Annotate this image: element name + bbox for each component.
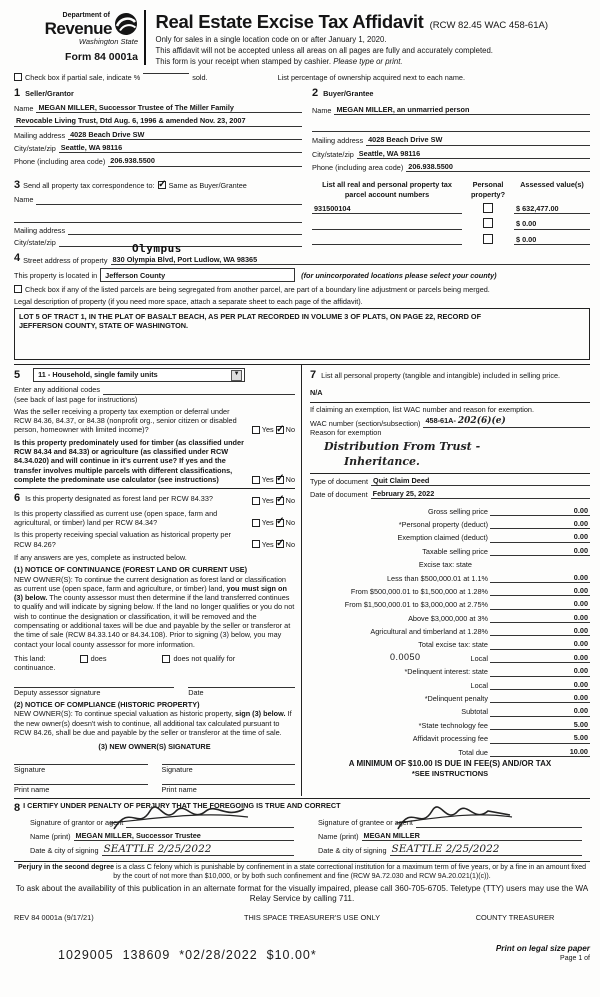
personal-property-checkbox-1[interactable] — [483, 203, 493, 213]
form-title-rcw-ref: (RCW 82.45 WAC 458-61A) — [429, 20, 548, 31]
parcel-number-field-2[interactable] — [312, 221, 462, 230]
reason-exemption-line2[interactable]: Inheritance. — [344, 454, 420, 468]
grantee-date-city-label: Date & city of signing — [318, 846, 387, 856]
assessed-value-field-2[interactable]: $ 0.00 — [514, 219, 590, 229]
accessibility-notice: To ask about the availability of this publication in an alternate format for the visually impaired, please call 360-705-6705. Teletype (TTY) users may use the WA Relay Service by calling 711. — [15, 883, 589, 904]
local-rate-value: 0.0050 — [390, 651, 421, 662]
fin-row-total-due — [310, 744, 590, 757]
partial-sale-percent-field[interactable] — [143, 73, 189, 74]
left-column — [14, 365, 302, 796]
notice-continuance-post: The county assessor must then determine if the land transferred continues to qualify and will indicate by signing below. If the land no longer qualifies or you do not wish to continue the designation or classification, it will be removed and the compensating or additional taxes will be due and payable by the seller or transferor at the time of sale (RCW 84.33.140 or 84.34.108). Prior to signing (3) below, you may contact your local county assessor for more information. — [14, 593, 295, 649]
fin-value[interactable]: 0.00 — [550, 680, 590, 690]
continuance-label: continuance. — [14, 663, 56, 673]
grantor-name-field[interactable]: MEGAN MILLER, Successor Trustee — [74, 831, 294, 841]
exemption-yes-label: Yes — [261, 425, 274, 435]
notice-continuance-title: (1) NOTICE OF CONTINUANCE (FOREST LAND OR CURRENT USE) — [14, 565, 248, 575]
fin-row-exemption — [310, 529, 590, 542]
grantee-signature-field[interactable] — [416, 819, 582, 828]
fin-label: Local — [470, 680, 488, 690]
codes-instructions-note: (see back of last page for instructions) — [14, 394, 138, 404]
seller-mailing-field[interactable]: 4028 Beach Drive SW — [68, 130, 302, 140]
fin-value[interactable]: 0.00 — [550, 599, 590, 609]
grantee-name-field[interactable]: MEGAN MILLER — [362, 831, 582, 841]
fin-label: *Delinquent interest: state — [404, 667, 488, 677]
seller-mailing-label: Mailing address — [14, 130, 66, 140]
grantee-date-city-field[interactable]: SEATTLE 2/25/2022 — [390, 844, 582, 856]
grantor-date-city-label: Date & city of signing — [30, 846, 99, 856]
correspondence-name-field[interactable] — [36, 196, 302, 205]
seller-phone-label: Phone (including area code) — [14, 157, 106, 167]
new-owner-signature-label-2: Signature — [161, 764, 193, 774]
financial-table — [310, 502, 590, 756]
additional-codes-label: Enter any additional codes — [14, 385, 100, 395]
fin-value[interactable]: 0.00 — [550, 653, 590, 663]
header-note-3 — [156, 57, 591, 67]
fin-value[interactable]: 5.00 — [550, 720, 590, 730]
fin-label: Gross selling price — [427, 506, 488, 516]
print-legal-size-note: Print on legal size paper — [495, 944, 590, 954]
assessed-value-field-1[interactable]: $ 632,477.00 — [514, 204, 590, 214]
agency-subtitle: Washington State — [78, 37, 138, 47]
segregated-parcels-checkbox[interactable] — [14, 285, 22, 293]
perjury-notice — [14, 861, 590, 882]
fin-value[interactable]: 0.00 — [550, 519, 590, 529]
exemption-no-label: No — [285, 425, 295, 435]
personal-property-checkbox-2[interactable] — [483, 218, 493, 228]
correspondence-city-label: City/state/zip — [14, 238, 56, 248]
parcel-table — [302, 180, 590, 247]
fin-heading-excise-state: Excise tax: state — [418, 560, 472, 570]
seller-name-label: Name — [14, 103, 34, 113]
correspondence-mailing-label: Mailing address — [14, 225, 66, 235]
current-use-yes-label: Yes — [261, 517, 274, 527]
section-1-number: 1 — [14, 86, 21, 99]
fin-label: *Personal property (deduct) — [398, 519, 488, 529]
section-1-seller — [14, 86, 302, 172]
section-8-number: 8 — [14, 802, 21, 815]
fin-value[interactable]: 0.00 — [550, 506, 590, 516]
partial-sale-sold-label: sold. — [192, 72, 208, 82]
fin-row-local — [310, 650, 590, 663]
if-yes-instruction: If any answers are yes, complete as instructed below. — [14, 552, 187, 562]
dropdown-arrow-icon[interactable]: ▼ — [231, 370, 242, 381]
timber-no-checkbox[interactable] — [276, 476, 284, 484]
historical-no-label: No — [285, 539, 295, 549]
county-select[interactable] — [100, 268, 295, 282]
header-note-1: Only for sales in a single location code on or after January 1, 2020. — [155, 34, 387, 44]
county-select-value: Jefferson County — [105, 270, 166, 280]
buyer-city-label: City/state/zip — [312, 149, 354, 159]
historical-property-question: Is this property receiving special valuation as historical property per RCW 84.26? — [14, 530, 231, 549]
fin-value[interactable]: 0.00 — [550, 532, 590, 542]
fin-row-gross — [310, 502, 590, 515]
current-use-yes-checkbox[interactable] — [252, 519, 260, 527]
fin-value[interactable]: 0.00 — [550, 586, 590, 596]
historical-yes-checkbox[interactable] — [252, 540, 260, 548]
notice-compliance-pre: NEW OWNER(S): To continue special valuation as historic property, — [14, 709, 234, 719]
certification-statement: I CERTIFY UNDER PENALTY OF PERJURY THAT THE FOREGOING IS TRUE AND CORRECT — [23, 801, 341, 811]
land-does-label: does — [90, 654, 107, 664]
fin-row-tier2 — [310, 583, 590, 596]
form-header — [14, 8, 590, 67]
reason-exemption-line1[interactable]: Distribution From Trust - — [324, 439, 481, 453]
minimum-due-note: A MINIMUM OF $10.00 IS DUE IN FEE(S) AND/OR TAX — [348, 758, 552, 768]
fin-row-total-excise — [310, 636, 590, 649]
this-land-label: This land: — [14, 654, 46, 664]
parcel-row-1 — [312, 203, 590, 214]
treasurer-use-only-label: THIS SPACE TREASURER'S USE ONLY — [243, 912, 381, 922]
fin-label: Exemption claimed (deduct) — [397, 533, 488, 543]
county-treasurer-label: COUNTY TREASURER — [475, 912, 555, 922]
fin-row-tier4 — [310, 610, 590, 623]
grantor-name-print-label: Name (print) — [30, 831, 71, 841]
fin-row-personal — [310, 516, 590, 529]
fin-value[interactable]: 10.00 — [550, 747, 590, 757]
parcel-col-header: List all real and personal property tax parcel account numbers — [322, 180, 452, 199]
right-column — [302, 365, 590, 796]
reason-exemption-label: Reason for exemption — [310, 428, 382, 438]
fin-label: From $1,500,000.01 to $3,000,000 at 2.75% — [344, 600, 488, 610]
exemption-yes-checkbox[interactable] — [252, 426, 260, 434]
page-number-note: Page 1 of — [560, 954, 590, 962]
personal-property-list-label: List all personal property (tangible and intangible) included in selling price. — [321, 371, 561, 381]
new-owner-signature-label-1: Signature — [14, 764, 46, 774]
exemption-no-checkbox[interactable] — [276, 426, 284, 434]
parcel-number-field[interactable]: 931500104 — [312, 204, 462, 214]
notice-compliance-bold: sign (3) below. — [235, 709, 286, 719]
grantor-date-city-field[interactable]: SEATTLE 2/25/2022 — [102, 844, 294, 856]
forest-no-checkbox[interactable] — [276, 497, 284, 505]
partial-sale-checkbox[interactable] — [14, 73, 22, 81]
fin-row-tier3 — [310, 596, 590, 609]
grantor-signature-label: Signature of grantor or agent — [30, 818, 124, 828]
section-8-certification — [14, 798, 590, 857]
notice-continuance-pre: NEW OWNER(S): To continue the current designation as forest land or classification as current use (open space, farm and agriculture, or timber) land, — [14, 574, 286, 593]
buyer-name-field[interactable]: MEGAN MILLER, an unmarried person — [334, 105, 590, 115]
street-address-overlay-correction: Olympus — [132, 242, 182, 256]
personal-property-col-header: Personal property? — [470, 180, 506, 199]
fin-value[interactable]: 0.00 — [550, 626, 590, 636]
notice-continuance-body — [14, 575, 295, 650]
notice-compliance-title: (2) NOTICE OF COMPLIANCE (HISTORIC PROPERTY) — [14, 700, 200, 710]
current-use-no-label: No — [285, 517, 295, 527]
section-3-number: 3 — [14, 179, 21, 192]
fin-label: From $500,000.01 to $1,500,000 at 1.28% — [350, 586, 488, 596]
fin-row-taxable — [310, 543, 590, 556]
land-does-not-checkbox[interactable] — [162, 655, 170, 663]
current-use-question: Is this property classified as current use (open space, farm and agricultural, or timber) land per RCW 84.34? — [14, 508, 218, 527]
seller-city-label: City/state/zip — [14, 143, 56, 153]
personal-property-checkbox-3[interactable] — [483, 234, 493, 244]
seller-city-field[interactable]: Seattle, WA 98116 — [59, 143, 302, 153]
legal-description-line1: LOT 5 OF TRACT 1, IN THE PLAT OF BASALT BEACH, AS PER PLAT RECORDED IN VOLUME 3 OF PLATS, ON PAGE 22, RECORD OF — [19, 312, 482, 322]
parcel-number-field-3[interactable] — [312, 236, 462, 245]
forest-yes-checkbox[interactable] — [252, 497, 260, 505]
grantor-signature-field[interactable] — [126, 819, 294, 828]
new-owner-print-name-label-2: Print name — [161, 785, 197, 795]
timber-agriculture-question: Is this property predominately used for timber (as classified under RCW 84.34 and 84.33) or agriculture (as classified under RCW 84.34.020) and will continue in it's current use? If yes and the transfer involves multiple parcels with different classifications, complete the predominate use calculator (see instructions) — [14, 437, 244, 485]
header-note-3-text: This form is your receipt when stamped by cashier. — [155, 56, 332, 66]
ownership-percentage-note: List percentage of ownership acquired next to each name. — [277, 72, 466, 82]
historical-no-checkbox[interactable] — [276, 540, 284, 548]
form-number: Form 84 0001a — [65, 50, 138, 63]
dept-of-label: Department of — [62, 12, 110, 19]
street-address-label: Street address of property — [23, 256, 108, 266]
see-instructions-note: *SEE INSTRUCTIONS — [411, 769, 489, 779]
parcel-row-3 — [312, 234, 590, 245]
buyer-mailing-label: Mailing address — [312, 136, 364, 146]
assessed-value-field-3[interactable]: $ 0.00 — [514, 235, 590, 245]
fin-row-processing-fee — [310, 730, 590, 743]
section-7-number: 7 — [310, 369, 317, 382]
partial-sale-label: Check box if partial sale, indicate % — [25, 72, 141, 82]
same-as-buyer-checkbox[interactable] — [158, 181, 166, 189]
fin-label: Total excise tax: state — [418, 640, 488, 650]
fin-row-local2 — [310, 677, 590, 690]
historical-yes-label: Yes — [261, 539, 274, 549]
revenue-swirl-logo-icon — [114, 12, 138, 36]
agency-name: Revenue — [44, 18, 112, 38]
street-address-field[interactable]: 830 Olympia Blvd, Port Ludlow, WA 98365 — [111, 255, 591, 265]
buyer-phone-label: Phone (including area code) — [312, 162, 404, 172]
section-3-correspondence — [14, 178, 302, 247]
fin-value[interactable]: 0.00 — [550, 546, 590, 556]
wac-number-handwritten: 202(6)(e) — [457, 415, 506, 426]
perjury-notice-rest: is a class C felony which is punishable by confinement in a state correctional institution for a maximum term of five years, or by a fine in an amount fixed by the court of not more than $10,000, or by both such confinement and fine (RCW 9A.72.030 and RCW 9A.20.021(1)(c)). — [113, 863, 587, 880]
fin-row-tier1 — [310, 569, 590, 582]
exemption-deferral-question: Was the seller receiving a property tax exemption or deferral under RCW 84.36, 84.37, or 84.38 (nonprofit org., senior citizen or disabled person, homeowner with limited income)? — [14, 406, 237, 435]
claim-exemption-label: If claiming an exemption, list WAC number and reason for exemption. — [310, 404, 535, 414]
deputy-date-label: Date — [188, 687, 204, 697]
timber-no-label: No — [285, 475, 295, 485]
correspondence-mailing-field[interactable] — [68, 226, 302, 235]
fin-label: Agricultural and timberland at 1.28% — [370, 627, 488, 637]
header-note-3-emphasis: Please type or print. — [333, 56, 403, 66]
legal-description-line2: JEFFERSON COUNTY, STATE OF WASHINGTON. — [19, 321, 189, 331]
correspondence-name-label: Name — [14, 195, 34, 205]
same-as-buyer-label: Same as Buyer/Grantee — [168, 180, 247, 190]
grantee-signature-block — [302, 815, 590, 857]
land-does-not-label: does not qualify for — [173, 654, 236, 664]
doc-type-field[interactable]: Quit Claim Deed — [371, 476, 590, 486]
agency-logo-block — [14, 8, 144, 67]
land-does-checkbox[interactable] — [80, 655, 88, 663]
fin-value[interactable]: 0.00 — [550, 693, 590, 703]
fin-row-agricultural — [310, 623, 590, 636]
fin-value[interactable]: 0.00 — [550, 706, 590, 716]
additional-codes-field[interactable] — [103, 386, 295, 395]
seller-phone-field[interactable]: 206.938.5500 — [108, 156, 302, 166]
perjury-notice-bold: Perjury in the second degree — [17, 863, 115, 871]
fin-label: Subtotal — [461, 707, 488, 717]
current-use-no-checkbox[interactable] — [276, 519, 284, 527]
section-2-number: 2 — [312, 86, 319, 99]
correspondence-name-field-line2[interactable] — [14, 214, 302, 223]
seller-name-field[interactable]: MEGAN MILLER, Successor Trustee of The Miller Family — [36, 103, 302, 113]
fin-label: Less than $500,000.01 at 1.1% — [386, 573, 488, 583]
cashier-stamp: 1029005 138609 *02/28/2022 $10.00* — [58, 948, 317, 963]
section-5-number: 5 — [14, 369, 21, 382]
legal-description-field[interactable] — [14, 308, 590, 360]
notice-continuance-bold: you must sign on (3) below. — [14, 583, 287, 603]
segregated-parcels-label: Check box if any of the listed parcels are being segregated from another parcel, are part of a boundary line adjustment or parcels being merged. — [25, 285, 490, 295]
section-4-number: 4 — [14, 252, 21, 265]
doc-type-label: Type of document — [310, 476, 369, 486]
fin-row-delinquent-penalty — [310, 690, 590, 703]
notice-compliance-post: If the new owner(s) doesn't wish to continue, all additional tax calculated pursuant to RCW 84.26, shall be due and payable by the seller or transferor at the time of sale. — [14, 709, 292, 738]
header-divider — [144, 10, 146, 65]
assessed-value-col-header: Assessed value(s) — [520, 180, 584, 190]
fin-row-tech-fee — [310, 717, 590, 730]
fin-value[interactable]: 0.00 — [550, 573, 590, 583]
fin-row-subtotal — [310, 703, 590, 716]
seller-name-field-line2[interactable]: Revocable Living Trust, Dtd Aug. 6, 1996 & amended Nov. 23, 2007 — [14, 116, 302, 126]
grantor-signature-block — [14, 815, 302, 857]
fin-value[interactable]: 5.00 — [550, 733, 590, 743]
fin-label: Local — [470, 653, 488, 663]
located-in-label: This property is located in — [14, 270, 98, 280]
rev-number: REV 84 0001a (9/17/21) — [14, 912, 94, 922]
fin-label: Affidavit processing fee — [412, 734, 488, 744]
wac-number-typed: 458-61A- — [425, 415, 456, 425]
grantee-name-print-label: Name (print) — [318, 831, 359, 841]
header-note-2: This affidavit will not be accepted unless all areas on all pages are fully and accurately completed. — [155, 45, 493, 55]
new-owner-print-name-label-1: Print name — [14, 785, 50, 795]
section-1-title: Seller/Grantor — [25, 88, 74, 98]
forest-yes-label: Yes — [261, 496, 274, 506]
form-title: Real Estate Excise Tax Affidavit — [155, 11, 424, 32]
doc-date-label: Date of document — [310, 490, 368, 500]
fin-label: *State technology fee — [418, 720, 488, 730]
buyer-mailing-field[interactable]: 4028 Beach Drive SW — [366, 135, 590, 145]
wac-number-field[interactable] — [423, 416, 590, 429]
fin-value[interactable]: 0.00 — [550, 666, 590, 676]
fin-label: Taxable selling price — [422, 546, 488, 556]
doc-date-field[interactable]: February 25, 2022 — [371, 489, 590, 499]
buyer-name-field-line2[interactable] — [312, 123, 590, 132]
legal-description-label: Legal description of property (if you need more space, attach a separate sheet to each page of the affidavit). — [14, 296, 363, 306]
buyer-phone-field[interactable]: 206.938.5500 — [406, 162, 590, 172]
buyer-city-field[interactable]: Seattle, WA 98116 — [357, 149, 590, 159]
parcel-row-2 — [312, 218, 590, 229]
fin-value[interactable]: 0.00 — [550, 639, 590, 649]
land-use-code-select[interactable] — [33, 368, 245, 382]
correspondence-label: Send all property tax correspondence to: — [23, 180, 155, 190]
deputy-assessor-signature-label: Deputy assessor signature — [14, 687, 101, 697]
fin-label: Above $3,000,000 at 3% — [408, 613, 488, 623]
timber-yes-checkbox[interactable] — [252, 476, 260, 484]
fin-value[interactable]: 0.00 — [550, 613, 590, 623]
wac-number-label: WAC number (section/subsection) — [310, 419, 421, 429]
buyer-name-label: Name — [312, 105, 332, 115]
personal-property-na-value[interactable]: N/A — [310, 388, 323, 398]
forest-land-question: Is this property designated as forest land per RCW 84.33? — [25, 494, 213, 504]
notice-compliance-body — [14, 709, 295, 737]
timber-yes-label: Yes — [261, 475, 274, 485]
section-2-buyer — [302, 86, 590, 172]
section-6-number: 6 — [14, 492, 21, 505]
fin-label: Total due — [458, 747, 488, 757]
grantee-signature-label: Signature of grantee or agent — [318, 818, 413, 828]
section-2-title: Buyer/Grantee — [323, 88, 374, 98]
county-note: (for unincorporated locations please select your county) — [301, 270, 497, 280]
fin-label: *Delinquent penalty — [424, 694, 488, 704]
new-owner-signature-title: (3) NEW OWNER(S) SIGNATURE — [98, 742, 211, 752]
forest-no-label: No — [285, 496, 295, 506]
land-use-code-value: 11 - Household, single family units — [38, 370, 158, 380]
fin-row-delinquent-interest — [310, 663, 590, 676]
section-6-divider — [14, 488, 295, 489]
